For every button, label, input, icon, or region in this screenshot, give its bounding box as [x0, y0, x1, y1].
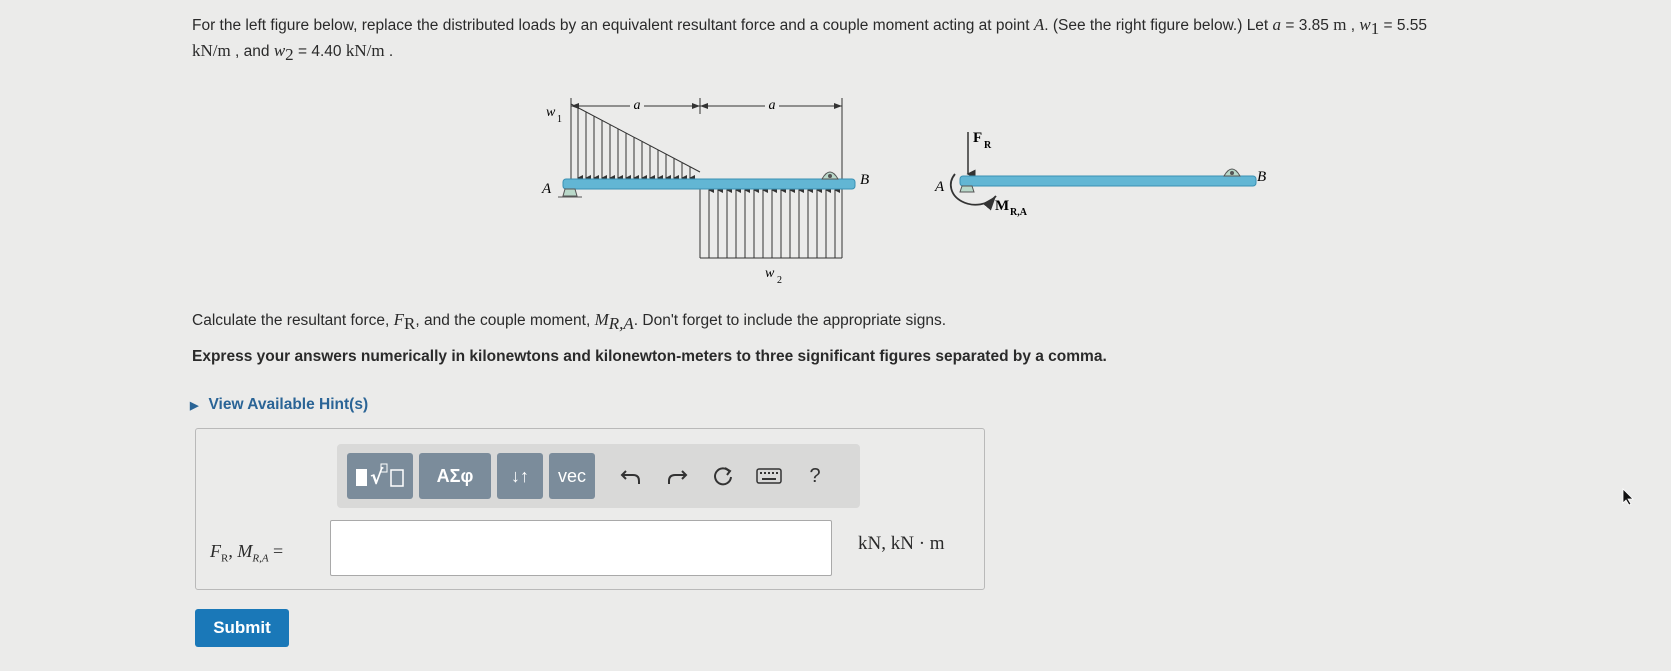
svg-text:√: √ — [370, 465, 384, 489]
undo-icon[interactable] — [611, 456, 651, 496]
answer-panel — [195, 428, 985, 590]
help-button[interactable]: ? — [809, 464, 821, 487]
svg-text:a: a — [633, 98, 641, 113]
templates-icon — [353, 461, 407, 491]
svg-text:B: B — [860, 172, 870, 188]
view-hints-toggle[interactable] — [190, 396, 368, 414]
greek-symbols-button[interactable]: ΑΣφ — [419, 453, 491, 499]
svg-text:R: R — [984, 140, 992, 151]
svg-text:F: F — [973, 130, 983, 146]
svg-text:a: a — [768, 98, 776, 113]
mouse-cursor-icon — [1621, 488, 1635, 506]
problem-statement: For the left figure below, replace the distributed loads by an equivalent resultant force and a couple moment acting at point A. (See the right figure below.) Let a = 3.85 m , $w_1 = 5.55$ kN/m , and $w_2 = 4.40$ kN/m . — [192, 15, 1428, 65]
left-figure — [541, 98, 869, 286]
svg-text:w: w — [765, 266, 775, 281]
answer-units: kN, kN · m — [858, 533, 945, 554]
svg-text:1: 1 — [557, 114, 562, 125]
svg-text:w: w — [546, 105, 556, 120]
caret-right-icon: ▶ — [190, 399, 199, 412]
right-figure — [934, 130, 1266, 218]
answer-input[interactable] — [330, 520, 832, 576]
svg-text:2: 2 — [777, 275, 782, 286]
vector-button[interactable]: vec — [549, 453, 595, 499]
svg-text:M: M — [995, 198, 1010, 214]
answer-label: $F_R$, $M_{R,A}$ = — [210, 541, 284, 565]
hint-label: View Available Hint(s) — [208, 396, 369, 413]
templates-button[interactable] — [347, 453, 413, 499]
keyboard-icon[interactable] — [749, 456, 789, 496]
math-toolbar — [337, 444, 860, 508]
subscript-superscript-button[interactable]: ↓↑ — [497, 453, 543, 499]
svg-text:R,A: R,A — [1010, 207, 1027, 218]
svg-text:B: B — [1257, 169, 1267, 185]
express-instruction: Express your answers numerically in kilonewtons and kilonewton-meters to three significant figures separated by a comma. — [192, 348, 1107, 365]
beam-figures — [530, 92, 1290, 292]
svg-text:A: A — [542, 181, 552, 197]
reset-icon[interactable] — [703, 456, 743, 496]
instruction-text: Calculate the resultant force, $F_R$, and the couple moment, $M_{R,A}$. Don't forget to include the appropriate signs. — [192, 310, 947, 334]
submit-button[interactable]: Submit — [195, 609, 289, 647]
redo-icon[interactable] — [657, 456, 697, 496]
svg-text:A: A — [935, 179, 945, 195]
